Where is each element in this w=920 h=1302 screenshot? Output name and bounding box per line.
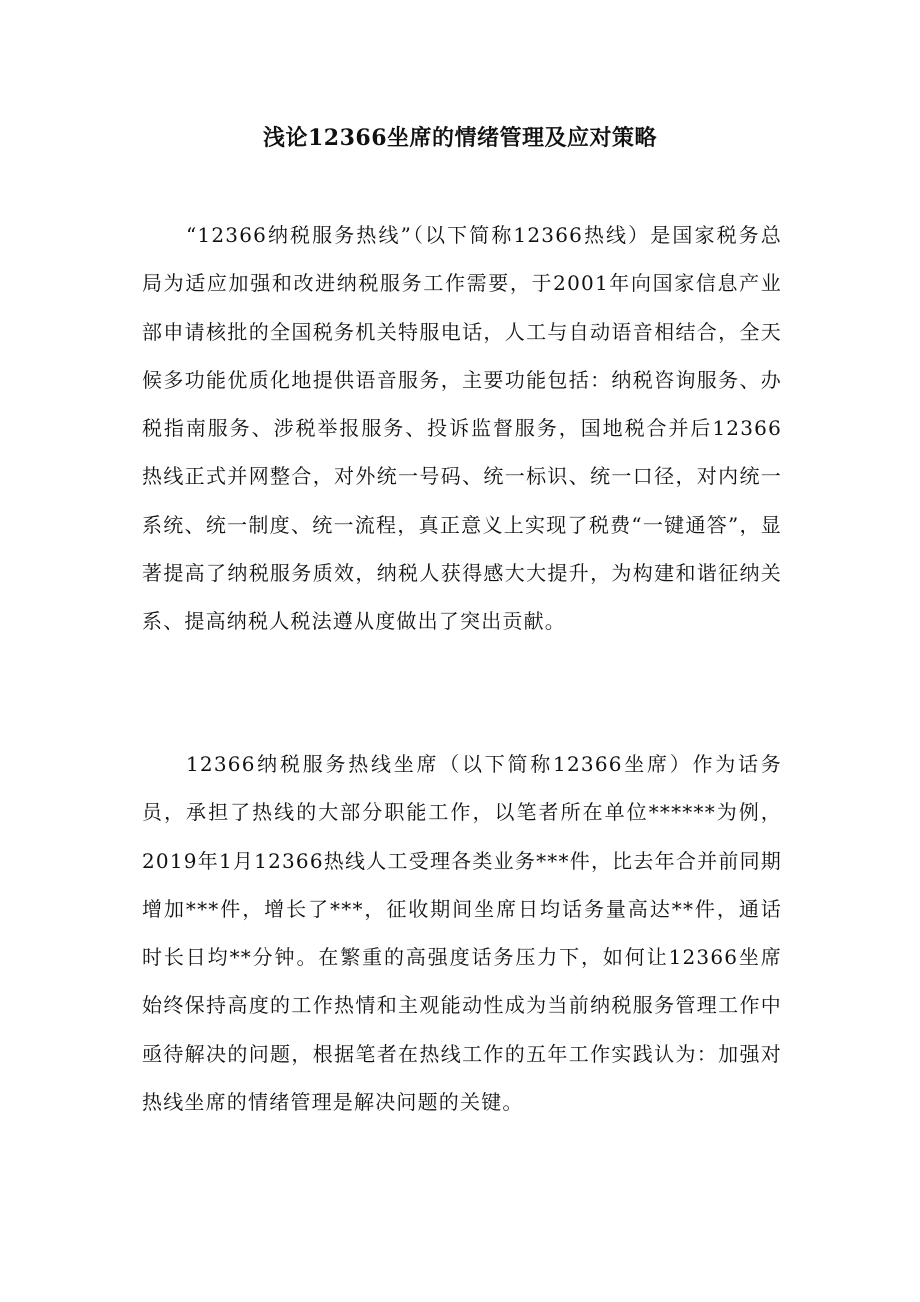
document-title: 浅论12366坐席的情绪管理及应对策略: [262, 125, 658, 151]
paragraph-1: “12366纳税服务热线”（以下简称12366热线）是国家税务总局为适应加强和改进纳税服务工作需要，于2001年向国家信息产业部申请核批的全国税务机关特服电话，人工与自动语音相结合，全天候多功能优质化地提供语音服务，主要功能包括：纳税咨询服务、办税指南服务、涉税举报服务、投诉监督服务，国地税合并后12366热线正式并网整合，对外统一号码、统一标识、统一口径，对内统一系统、统一制度、统一流程，真正意义上实现了税费“一键通答”，显著提高了纳税服务质效，纳税人获得感大大提升，为构建和谐征纳关系、提高纳税人税法遵从度做出了突出贡献。: [142, 223, 782, 634]
paragraph-2: 12366纳税服务热线坐席（以下简称12366坐席）作为话务员，承担了热线的大部分职能工作，以笔者所在单位******为例，2019年1月12366热线人工受理各类业务***件，比去年合并前同期增加***件，增长了***，征收期间坐席日均话务量高达**件，通话时长日均**分钟。在繁重的高强度话务压力下，如何让12366坐席始终保持高度的工作热情和主观能动性成为当前纳税服务管理工作中亟待解决的问题，根据笔者在热线工作的五年工作实践认为：加强对热线坐席的情绪管理是解决问题的关键。: [142, 752, 782, 1115]
